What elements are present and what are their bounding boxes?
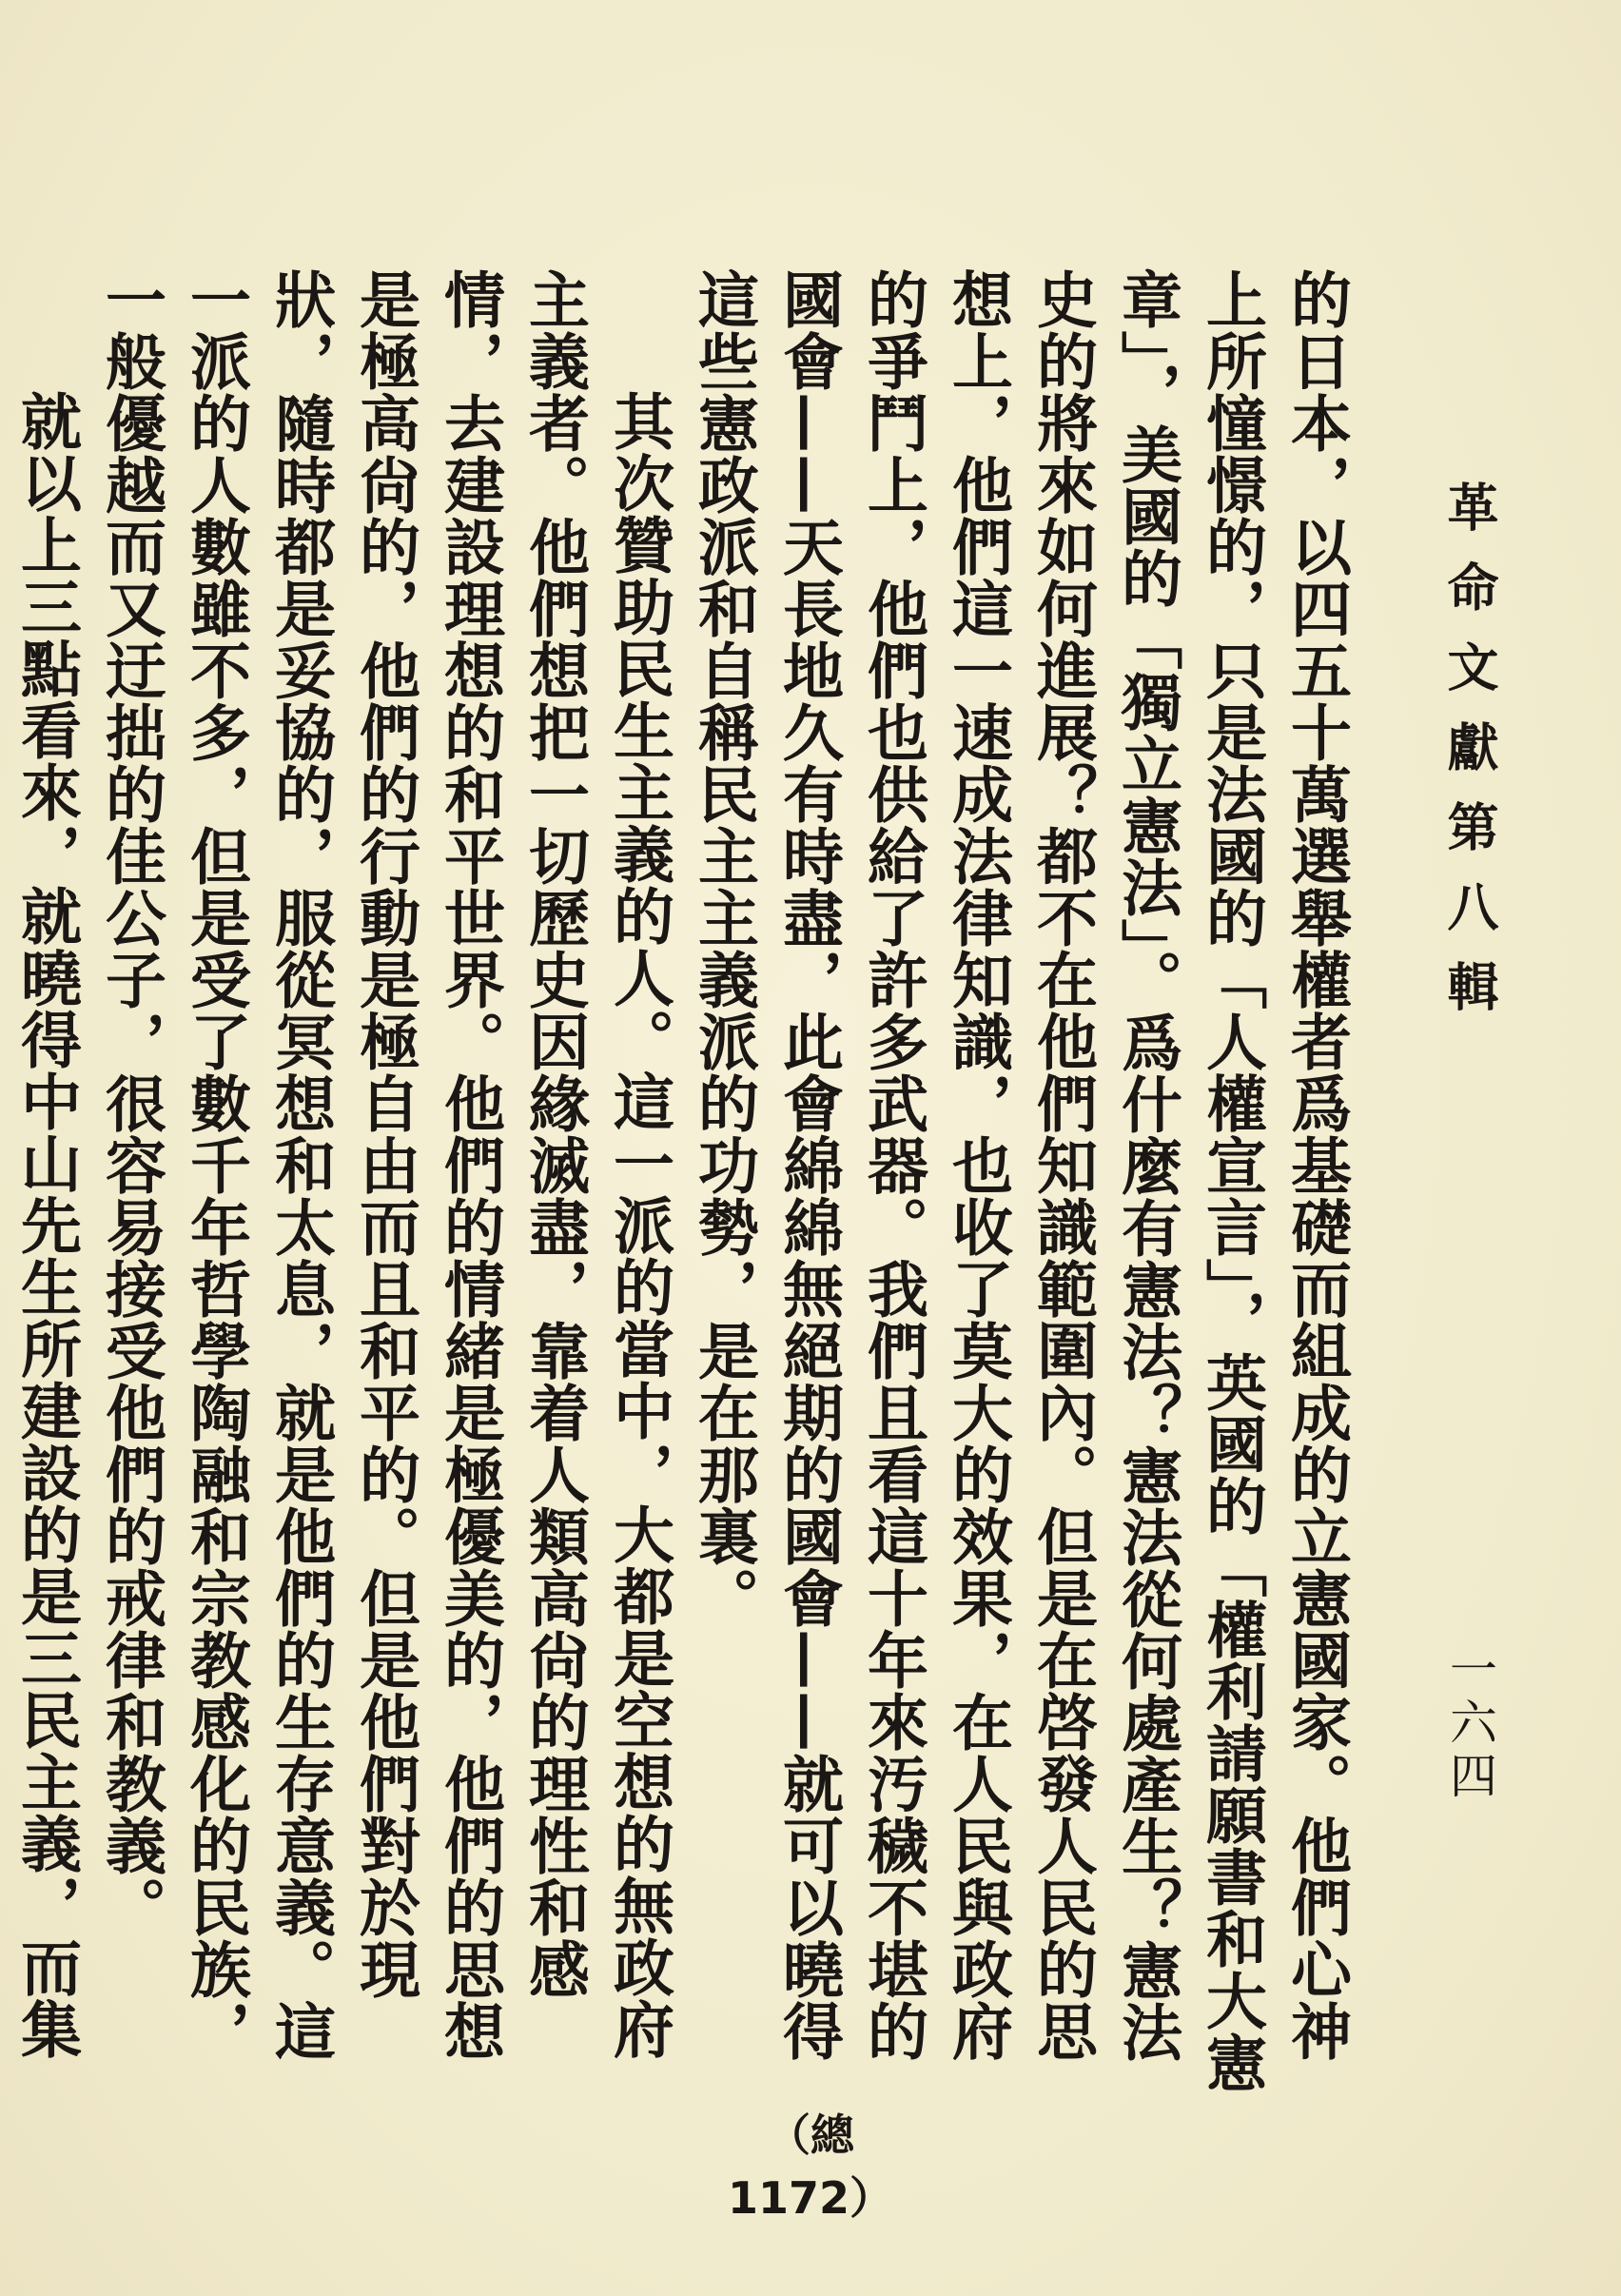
footer-volume-code: （總1172） <box>727 2110 894 2224</box>
paragraph-3: 就以上三點看來，就曉得中山先生所建設的是三民主義，而集 <box>10 390 82 2060</box>
page-number: 一六四 <box>1442 1644 1497 1804</box>
running-header-title: 革命文獻第八輯 <box>1439 481 1500 1040</box>
body-text <box>0 268 1358 2105</box>
paragraph-2: 其次贊助民生主義的人。這一派的當中，大都是空想的無政府主義者。他們想把一切歷史因緣滅盡，靠着人類高尙的理性和感情，去建設理想的和平世界。他們的情緒是極優美的，他們的思想是極高尙的，他們的行動是極自由而且和平的。但是他們對於現狀，隨時都是妥協的，服從冥想和太息，就是他們的生存意義。這一派的人數雖不多，但是受了數千年哲學陶融和宗教感化的民族，一般優越而又迂拙的佳公子，很容易接受他們的戒律和教義。 <box>95 268 674 2062</box>
paragraph-1: 的日本，以四五十萬選舉權者爲基礎而組成的立憲國家。他們心神上所憧憬的，只是法國的「人權宣言」，英國的「權利請願書和大憲章」，美國的「獨立憲法」。爲什麼有憲法？憲法從何處產生？憲法史的將來如何進展？都不在他們知識範圍內。但是在啓發人民的思想上，他們這一速成法律知識，也收了莫大的效果，在人民與政府的爭鬥上，他們也供給了許多武器。我們且看這十年來汚穢不堪的國會——天長地久有時盡，此會綿綿無絕期的國會——就可以曉得這些憲政派和自稱民主主義派的功勢，是在那裏。 <box>688 268 1352 2093</box>
